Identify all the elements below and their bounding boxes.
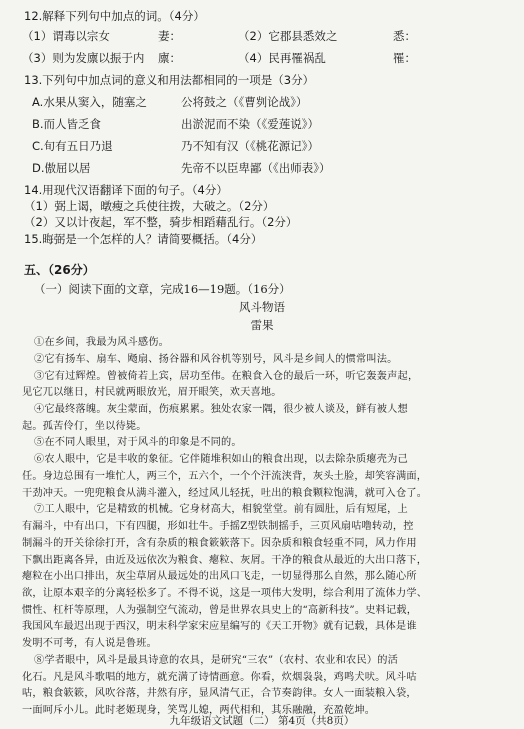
paragraph-line: ④它最终落魄。灰尘蒙面，伤痕累累。独处农家一隅，很少被人谈及，鲜有被人想 [34, 403, 408, 415]
q12-item-4-answer: 罹： [393, 51, 416, 65]
page-footer: 九年级语文试题（二） 第4页（共8页） [169, 715, 355, 727]
paragraph-line: 有漏斗，中有出口，下有四腿，形如壮牛。手摇Z型铁制摇手，三页风扇咕噜转动，控 [22, 521, 414, 532]
paragraph-line: ⑧学者眼中，风斗是最具诗意的农具，是研究“三农”（农村、农业和农民）的活 [34, 654, 398, 666]
paragraph-line: ⑤在不同人眼里，对于风斗的印象是不同的。 [34, 437, 242, 449]
q12-item-4: （4）民再罹祸乱 [238, 51, 326, 65]
paragraph-line: 发明不可考，有人说是鲁班。 [22, 638, 158, 650]
paragraph-line: ⑦工人眼中，它是精致的机械。它身材高大，相貌堂堂。前有圆肚，后有短尾，上 [34, 504, 408, 516]
paragraph-line: ①在乡间，我最为风斗感伤。 [34, 337, 170, 348]
paragraph-line: ②它有扬车、扇车、飏扇、扬谷器和风谷机等别号，风斗是乡间人的惯常叫法。 [34, 353, 398, 365]
q13-option-a-right: 公将鼓之（《曹刿论战》） [181, 95, 308, 109]
article-author: 雷果 [250, 318, 274, 332]
paragraph-line: 起。孤苦伶仃，坐以待毙。 [22, 420, 147, 432]
q12-item-1-answer: 妻： [158, 29, 181, 43]
q14-item-1: （1）弼上谒，暾瘦之兵使往拨，大破之。（2分） [24, 199, 275, 213]
q12-item-3-answer: 廪： [158, 51, 181, 65]
section-heading: 五、（26分） [24, 263, 95, 277]
q12-item-2-answer: 悉： [393, 29, 416, 43]
q13-option-c-left: C.旬有五日乃退 [32, 139, 113, 153]
paragraph-line: 干劲冲天。一兜兜粮食从满斗灌入，经过风儿轻抚，吐出的粮食颗粒饱满，就可入仓了。 [22, 487, 428, 499]
q12-item-1: （1）谓毒以宗女 [22, 29, 110, 43]
q13-option-b-left: B.而人皆乏食 [32, 117, 102, 131]
q13-option-c-right: 乃不知有汉（《桃花源记》） [181, 139, 319, 153]
q13-option-b-right: 出淤泥而不染（《爱莲说》） [181, 117, 319, 131]
q13-stem: 13.下列句中加点词的意义和用法都相同的一项是（3分） [24, 73, 315, 87]
q13-option-d-left: D.傲屈以居 [32, 161, 91, 175]
q13-option-a-left: A.水果从窦入，随塞之 [32, 95, 147, 109]
q15-stem: 15.晦弼是一个怎样的人？请简要概括。（4分） [24, 232, 263, 246]
q12-stem: 12.解释下列句中加点的词。（4分） [24, 9, 205, 23]
paragraph-line: ⑥农人眼中，它是丰收的象征。它伴随堆积如山的粮食出现，以去除杂质瘪壳为己 [34, 454, 408, 466]
paragraph-line: 制漏斗的开关徐徐打开，含有杂质的粮食簌簌落下。因杂质和粮食轻重不同，风力作用 [22, 537, 417, 549]
q13-option-d-right: 先帝不以臣卑鄙（《出师表》） [181, 161, 331, 175]
paragraph-line: 瘪粒在小出口排出，灰尘草屑从最远处的出风口飞走，一切显得那么自然，那么随心所 [22, 571, 417, 583]
paragraph-line-underlined: 咕，粮食簌簌，风吹谷落，井然有序，显风清气正，合节奏韵律。女人一面装粮入袋， [22, 688, 417, 700]
paragraph-line: 见它兀以继日，村民就两眼放光，眉开眼笑，欢天喜地。 [22, 387, 282, 399]
paragraph-line: ③它有过辉煌。曾被倚若上宾，居功至伟。在粮食入仓的最后一环，听它轰轰声起， [34, 370, 419, 382]
q12-item-3: （3）则为发廪以振于内 [22, 51, 145, 65]
q12-item-2: （2）它郡县悉效之 [238, 29, 338, 43]
paragraph-line: 化石。凡是风斗歌唱的地方，就充满了诗情画意。你看，炊烟袅袅，鸡鸣犬吠。风斗咕 [22, 671, 417, 683]
paragraph-line: 一面呵斥小儿。此时老姬现身，笑骂儿媳，两代相和，其乐融融，充盈乾坤。 [22, 705, 376, 716]
paragraph-line: 我国风车最迟出现于西汉，明末科学家宋应星编写的《天工开物》就有记载，具体是谁 [22, 621, 417, 633]
paragraph-line: 下飘出距离各异，由近及远依次为粮食、瘪粒、灰屑。干净的粮食从最近的大出口落下， [22, 554, 428, 566]
paragraph-line: 欲，让原本艰辛的分离轻松多了。不得不说，这是一项伟大发明，综合利用了流体力学、 [22, 587, 428, 599]
article-title: 风斗物语 [239, 300, 285, 314]
paragraph-line: 任。身边总围有一堆忙人，两三个，五六个，一个个汗流浃背，灰头土脸，却笑容满面， [22, 470, 428, 482]
q14-stem: 14.用现代汉语翻译下面的句子。（4分） [24, 183, 228, 197]
section-subheading: （一）阅读下面的文章，完成16—19题。（16分） [34, 282, 291, 296]
q14-item-2: （2）又以计夜起，军不整，骑步相蹈藉乱行。（2分） [24, 215, 298, 229]
paragraph-line: 惯性、杠杆等原理，人为强制空气流动，曾是世界农具史上的“高新科技”。史料记载， [22, 604, 418, 616]
